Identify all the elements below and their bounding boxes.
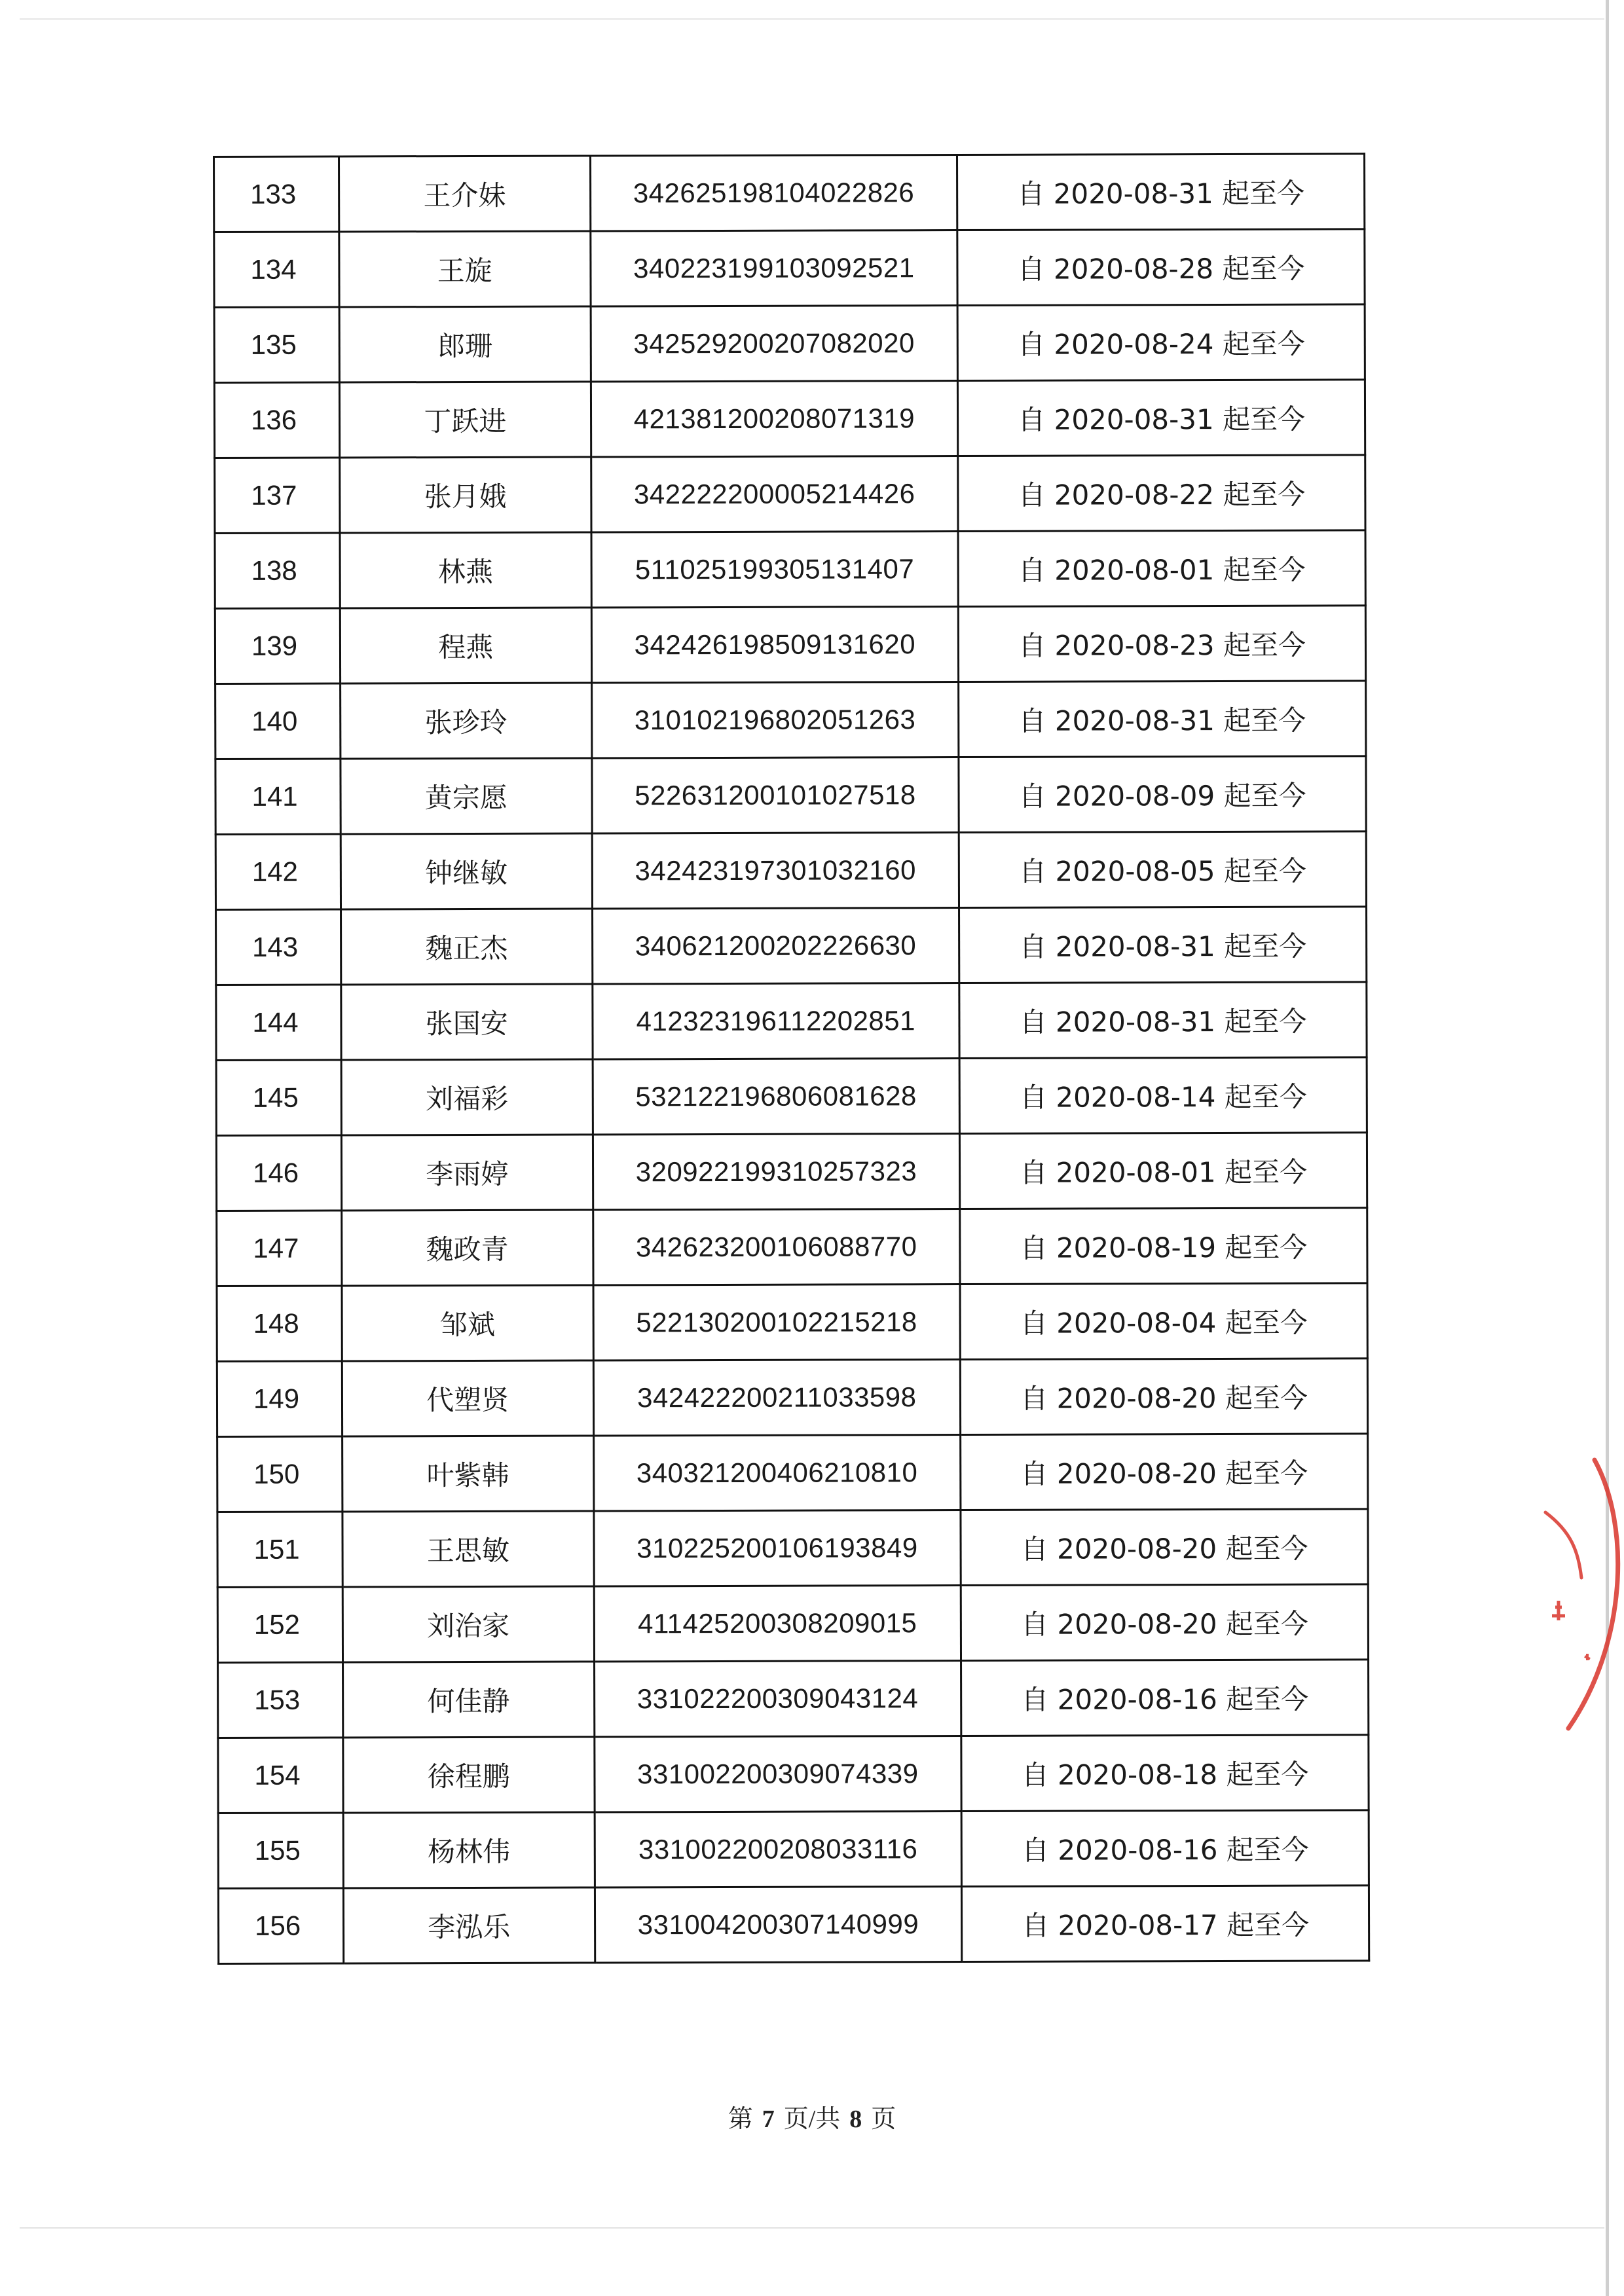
row-period: 自 2020-08-17 起至今 (962, 1886, 1369, 1962)
row-period: 自 2020-08-01 起至今 (958, 530, 1365, 607)
row-period: 自 2020-08-31 起至今 (958, 380, 1365, 456)
roster-body (214, 154, 1369, 1964)
row-period: 自 2020-08-19 起至今 (960, 1208, 1367, 1285)
table-row (218, 1735, 1369, 1813)
table-row (217, 1208, 1367, 1286)
row-number: 140 (215, 683, 341, 759)
row-id-number: 342422200211033598 (593, 1360, 961, 1436)
footer-suffix: 页 (871, 2105, 896, 2133)
row-id-number: 522631200101027518 (591, 757, 959, 833)
row-id-number: 511025199305131407 (591, 532, 959, 608)
row-number: 152 (217, 1587, 342, 1663)
page-footer (0, 2098, 1624, 2134)
footer-middle: 页/共 (783, 2105, 841, 2133)
table-row (216, 1133, 1367, 1211)
table-row (218, 1810, 1369, 1889)
row-number: 142 (215, 834, 341, 909)
row-id-number: 331022200309043124 (594, 1661, 961, 1737)
row-name: 刘福彩 (341, 1059, 593, 1135)
row-id-number: 310102196802051263 (591, 682, 959, 758)
row-number: 136 (214, 382, 339, 458)
table-row (218, 1660, 1369, 1738)
row-name: 张月娥 (340, 457, 591, 533)
row-name: 杨林伟 (343, 1812, 595, 1888)
row-number: 153 (218, 1662, 343, 1738)
row-period: 自 2020-08-18 起至今 (961, 1735, 1369, 1812)
row-id-number: 522130200102215218 (593, 1285, 961, 1360)
table-row (217, 1509, 1368, 1588)
row-name: 程燕 (340, 608, 591, 683)
row-id-number: 310225200106193849 (593, 1510, 961, 1586)
table-row (217, 1434, 1368, 1512)
row-id-number: 342625198104022826 (590, 155, 957, 231)
seal-arc-inner (1545, 1512, 1581, 1578)
table-row (214, 229, 1365, 308)
row-id-number: 411425200308209015 (594, 1586, 961, 1662)
row-period: 自 2020-08-16 起至今 (961, 1660, 1369, 1736)
row-name: 徐程鹏 (343, 1737, 595, 1813)
table-row (217, 1283, 1367, 1362)
footer-current-page: 7 (762, 2105, 775, 2133)
row-id-number: 421381200208071319 (591, 381, 958, 457)
row-id-number: 342623200106088770 (593, 1209, 960, 1285)
row-period: 自 2020-08-22 起至今 (958, 455, 1365, 532)
footer-total-pages: 8 (849, 2105, 862, 2133)
table-row (214, 380, 1365, 458)
row-id-number: 340223199103092521 (590, 230, 957, 306)
row-name: 刘治家 (342, 1586, 594, 1662)
row-number: 156 (218, 1888, 343, 1963)
row-name: 何佳静 (343, 1662, 595, 1738)
row-period: 自 2020-08-23 起至今 (959, 606, 1366, 682)
table-row (217, 1584, 1368, 1663)
scan-edge-top (20, 18, 1604, 20)
row-name: 李泓乐 (343, 1887, 595, 1963)
row-id-number: 331002200309074339 (594, 1736, 961, 1812)
row-id-number: 340321200406210810 (593, 1435, 961, 1511)
row-number: 148 (217, 1286, 342, 1361)
row-name: 张国安 (341, 984, 593, 1060)
row-number: 151 (217, 1512, 342, 1587)
row-period: 自 2020-08-28 起至今 (957, 229, 1365, 306)
row-period: 自 2020-08-20 起至今 (961, 1434, 1368, 1510)
table-row (214, 304, 1365, 383)
row-number: 149 (217, 1361, 342, 1436)
row-name: 魏政青 (342, 1210, 593, 1286)
row-id-number: 342222200005214426 (591, 456, 958, 532)
row-name: 丁跃进 (339, 382, 591, 458)
row-period: 自 2020-08-16 起至今 (961, 1810, 1369, 1887)
row-number: 145 (216, 1060, 341, 1135)
row-id-number: 412323196112202851 (592, 983, 959, 1059)
row-id-number: 331002200208033116 (595, 1812, 962, 1887)
row-number: 143 (216, 909, 341, 985)
table-row (216, 907, 1367, 985)
row-id-number: 532122196806081628 (593, 1059, 960, 1135)
scan-edge-right (1606, 0, 1609, 2296)
row-id-number: 331004200307140999 (595, 1887, 962, 1963)
row-period: 自 2020-08-01 起至今 (960, 1133, 1367, 1209)
row-number: 150 (217, 1436, 342, 1512)
row-name: 邹斌 (342, 1285, 593, 1361)
row-name: 黄宗愿 (341, 758, 592, 834)
row-period: 自 2020-08-31 起至今 (959, 681, 1366, 757)
row-number: 155 (218, 1813, 343, 1888)
red-seal-stamp (1532, 1447, 1624, 1735)
row-period: 自 2020-08-09 起至今 (959, 756, 1366, 833)
row-id-number: 340621200202226630 (592, 908, 959, 984)
seal-mark-2 (1585, 1654, 1590, 1660)
roster-table (213, 153, 1370, 1965)
row-id-number: 342423197301032160 (592, 833, 959, 909)
row-id-number: 342426198509131620 (591, 607, 959, 683)
row-number: 135 (214, 307, 339, 382)
row-name: 魏正杰 (341, 909, 593, 985)
row-number: 134 (214, 232, 339, 307)
row-period: 自 2020-08-20 起至今 (961, 1584, 1368, 1661)
row-name: 林燕 (340, 532, 591, 608)
table-row (217, 1358, 1367, 1437)
row-number: 147 (217, 1211, 342, 1286)
table-row (216, 982, 1367, 1061)
row-name: 钟继敏 (341, 833, 592, 909)
row-name: 张珍玲 (341, 683, 592, 759)
table-row (215, 455, 1365, 534)
row-period: 自 2020-08-31 起至今 (959, 907, 1367, 983)
seal-arc (1568, 1460, 1618, 1728)
row-name: 代塑贤 (342, 1360, 593, 1436)
row-number: 138 (215, 533, 340, 608)
row-period: 自 2020-08-31 起至今 (959, 982, 1367, 1059)
row-name: 郎珊 (339, 306, 591, 382)
seal-mark (1552, 1601, 1565, 1620)
row-name: 李雨婷 (341, 1135, 593, 1211)
table-row (215, 530, 1365, 609)
row-period: 自 2020-08-31 起至今 (957, 154, 1365, 230)
row-number: 144 (216, 985, 341, 1060)
row-period: 自 2020-08-20 起至今 (961, 1509, 1368, 1586)
row-number: 146 (216, 1135, 341, 1211)
footer-prefix: 第 (728, 2105, 753, 2133)
table-row (215, 681, 1366, 759)
table-row (216, 1057, 1367, 1136)
row-name: 王旋 (339, 231, 591, 307)
table-row (218, 1886, 1369, 1964)
row-number: 154 (218, 1738, 343, 1813)
row-number: 137 (215, 458, 340, 533)
row-period: 自 2020-08-14 起至今 (959, 1057, 1367, 1134)
row-period: 自 2020-08-20 起至今 (961, 1358, 1368, 1435)
row-period: 自 2020-08-05 起至今 (959, 831, 1366, 908)
table-row (215, 756, 1366, 835)
row-period: 自 2020-08-04 起至今 (960, 1283, 1367, 1360)
scan-edge-bottom (20, 2227, 1604, 2229)
table-row (215, 831, 1366, 910)
row-id-number: 342529200207082020 (591, 306, 958, 382)
row-number: 141 (215, 759, 341, 834)
row-name: 叶紫韩 (342, 1436, 594, 1512)
row-name: 王思敏 (342, 1511, 594, 1587)
row-id-number: 320922199310257323 (593, 1134, 960, 1210)
row-period: 自 2020-08-24 起至今 (957, 304, 1365, 381)
row-number: 139 (215, 608, 340, 683)
table-row (215, 606, 1365, 684)
row-name: 王介妹 (339, 156, 591, 232)
row-number: 133 (214, 156, 339, 232)
table-row (214, 154, 1365, 232)
